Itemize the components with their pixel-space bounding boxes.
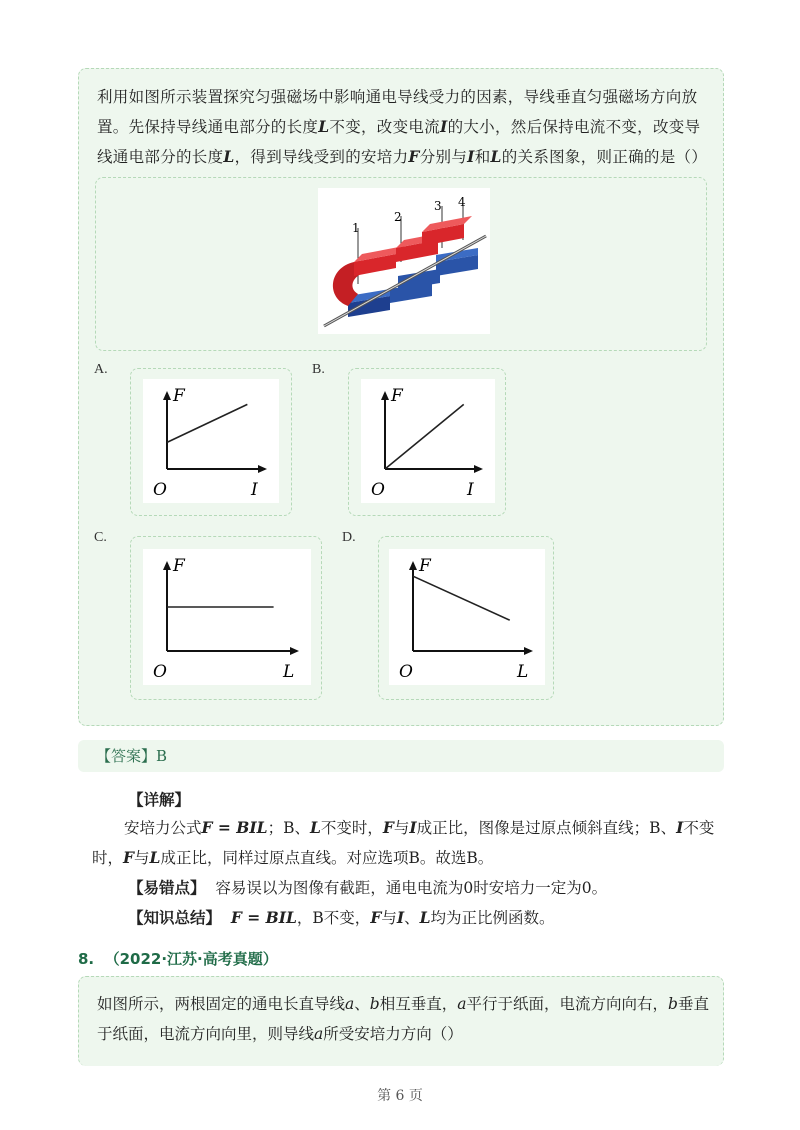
x-axis-label: I <box>251 480 258 500</box>
knowledge-summary: 【知识总结】 F = BIL，B不变，F与I、L均为正比例函数。 <box>128 908 555 927</box>
option-b-label[interactable]: B. <box>312 362 325 377</box>
explanation-paragraph-2: 时，F与L成正比，同样过原点直线。对应选项B。故选B。 <box>92 848 494 867</box>
question-line-2: 置。先保持导线通电部分的长度L不变，改变电流I的大小，然后保持电流不变，改变导 <box>97 117 701 136</box>
x-axis-arrow <box>290 647 299 655</box>
option-a-chart <box>143 379 279 503</box>
answer-bar: 【答案】B <box>78 740 724 772</box>
origin-label: O <box>371 480 385 500</box>
question-8-card <box>78 976 724 1066</box>
option-a-label[interactable]: A. <box>94 362 108 377</box>
y-axis-arrow <box>163 391 171 400</box>
option-b-chart <box>361 379 495 503</box>
option-c-frame[interactable] <box>130 536 322 700</box>
question-text <box>97 83 709 172</box>
x-axis-label: L <box>517 662 529 682</box>
question-line-3: 线通电部分的长度L，得到导线受到的安培力F分别与I和L的关系图象，则正确的是（） <box>97 147 708 166</box>
magnet-apparatus-illustration <box>318 188 490 334</box>
x-axis-arrow <box>474 465 483 473</box>
explanation-paragraph: 安培力公式F = BIL；B、L不变时，F与I成正比，图像是过原点倾斜直线；B、I不变 <box>124 818 715 837</box>
y-axis-arrow <box>409 561 417 570</box>
wire-label-2: 2 <box>394 210 402 224</box>
origin-label: O <box>153 480 167 500</box>
option-b-frame[interactable] <box>348 368 506 516</box>
wire-label-3: 3 <box>434 199 442 213</box>
y-axis-label: F <box>419 556 431 576</box>
x-axis-label: L <box>283 662 295 682</box>
option-a-frame[interactable] <box>130 368 292 516</box>
option-d-label[interactable]: D. <box>342 530 356 545</box>
data-line <box>167 404 247 442</box>
y-axis-arrow <box>381 391 389 400</box>
y-axis-arrow <box>163 561 171 570</box>
origin-label: O <box>399 662 413 682</box>
question-8-text: 如图所示，两根固定的通电长直导线a、b相互垂直，a平行于纸面，电流方向向右，b垂直 于纸面，电流方向向里，则导线a所受安培力方向（） <box>97 995 709 1043</box>
wire-label-1: 1 <box>352 221 360 235</box>
y-axis-label: F <box>173 556 185 576</box>
option-c-label[interactable]: C. <box>94 530 107 545</box>
x-axis-arrow <box>524 647 533 655</box>
mistake-point: 【易错点】 容易误以为图像有截距，通电电流为0时安培力一定为0。 <box>128 878 608 897</box>
x-axis-label: I <box>467 480 474 500</box>
question-8-header: 8. （2022·江苏·高考真题） <box>78 950 278 968</box>
apparatus-figure <box>318 188 490 334</box>
origin-label: O <box>153 662 167 682</box>
question-line-1: 利用如图所示装置探究匀强磁场中影响通电导线受力的因素，导线垂直匀强磁场方向放 <box>97 88 698 106</box>
answer-value: B <box>156 747 168 765</box>
x-axis-arrow <box>258 465 267 473</box>
option-c-chart <box>143 549 311 685</box>
data-line <box>413 576 510 620</box>
wire-label-4: 4 <box>458 195 466 209</box>
explanation-title: 【详解】 <box>128 790 191 809</box>
y-axis-label: F <box>173 386 185 406</box>
option-d-frame[interactable] <box>378 536 554 700</box>
page-number: 第 6 页 <box>377 1088 423 1104</box>
data-line <box>385 404 464 469</box>
option-d-chart <box>389 549 545 685</box>
y-axis-label: F <box>391 386 403 406</box>
figure-frame <box>95 177 707 351</box>
